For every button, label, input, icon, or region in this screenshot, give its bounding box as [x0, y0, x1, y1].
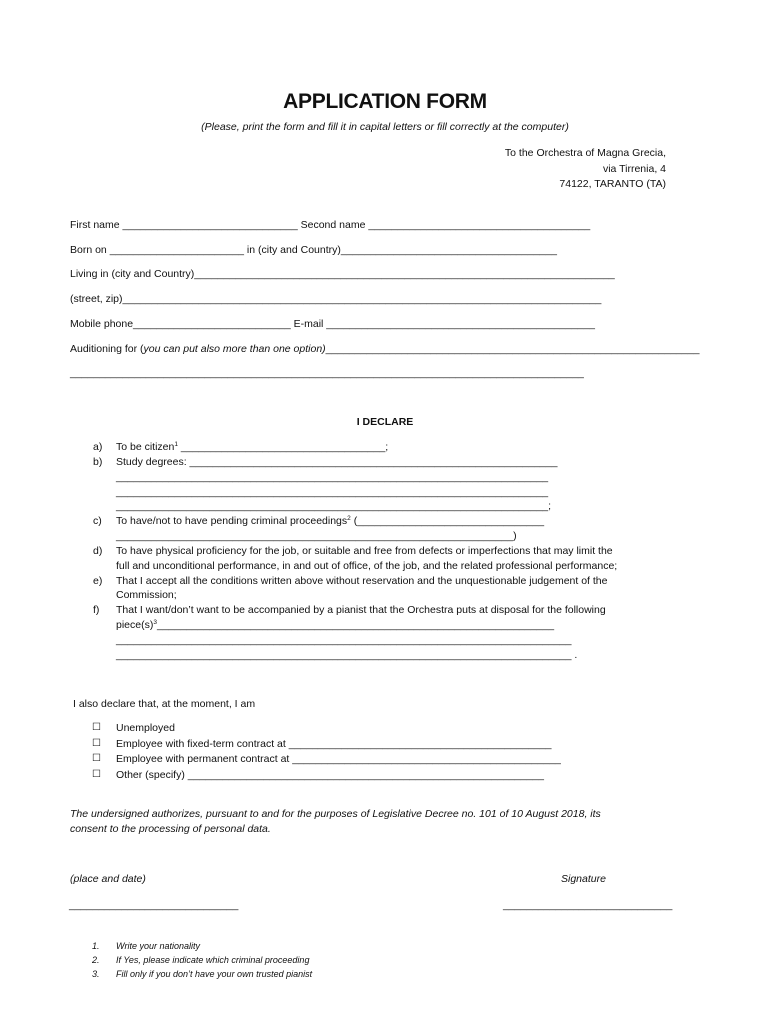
item-f-line-1: That I want/don’t want to be accompanied by a pianist that the Orchestra puts at disposal for the following: [116, 604, 606, 616]
option-other[interactable]: Other (specify) _____________________________________________________________: [116, 769, 544, 781]
declare-heading: I DECLARE: [356, 416, 414, 428]
signature-label: Signature: [561, 873, 606, 885]
auditioning-hint: you can put also more than one option): [143, 343, 326, 355]
first-name-field[interactable]: First name ______________________________ Second name ______________________________________: [70, 219, 591, 231]
item-c-text: To have/not to have pending criminal proceedings: [116, 515, 348, 527]
footnote-ref-3: 3: [153, 619, 157, 626]
status-intro: I also declare that, at the moment, I am: [73, 698, 256, 710]
item-f-pieces-label: piece(s): [116, 619, 154, 631]
footnote-1-number: 1.: [92, 941, 100, 951]
auditioning-label: Auditioning for (: [70, 343, 144, 355]
page-subtitle: (Please, print the form and fill it in capital letters or fill correctly at the computer): [201, 121, 569, 133]
signature-field[interactable]: _____________________________: [503, 899, 673, 911]
item-f-fill: ____________________________________________________________________: [156, 619, 555, 631]
item-a-fill: ___________________________________;: [178, 441, 389, 453]
item-c-fill: (________________________________: [350, 515, 545, 527]
option-permanent[interactable]: Employee with permanent contract at ______________________________________________: [116, 753, 561, 765]
footnote-ref-2: 2: [347, 515, 351, 522]
checkbox-unemployed[interactable]: ☐: [92, 722, 101, 733]
auditioning-blank: ________________________________________________________________: [325, 343, 700, 355]
footnote-ref-1: 1: [174, 441, 178, 448]
place-date-field[interactable]: _____________________________: [69, 899, 239, 911]
item-b-study-field[interactable]: Study degrees: _______________________________________________________________: [116, 456, 558, 468]
item-b-line-3[interactable]: __________________________________________________________________________: [116, 486, 549, 498]
item-d-label: d): [93, 545, 103, 557]
living-in-field[interactable]: Living in (city and Country)________________________________________________________________________: [70, 268, 615, 280]
checkbox-other[interactable]: ☐: [92, 769, 101, 780]
item-f-pieces-field[interactable]: [116, 619, 554, 631]
item-e-label: e): [93, 575, 103, 587]
auditioning-extra-line[interactable]: ________________________________________________________________________________________: [70, 367, 584, 379]
address-line-3: 74122, TARANTO (TA): [559, 178, 666, 190]
item-f-line-3[interactable]: ______________________________________________________________________________: [116, 634, 572, 646]
option-unemployed: Unemployed: [116, 722, 175, 734]
street-zip-field[interactable]: (street, zip)__________________________________________________________________________________: [70, 293, 602, 305]
option-fixed-term[interactable]: Employee with fixed-term contract at _____________________________________________: [116, 738, 552, 750]
footnote-3-text: Fill only if you don’t have your own trusted pianist: [116, 969, 313, 979]
item-d-line-2: full and unconditional performance, in and out of office, of the job, and the related professional performance;: [116, 560, 618, 572]
mobile-email-field[interactable]: Mobile phone___________________________ E-mail ______________________________________________: [70, 318, 595, 330]
checkbox-fixed-term[interactable]: ☐: [92, 738, 101, 749]
footnote-2-text: If Yes, please indicate which criminal proceeding: [116, 955, 310, 965]
footnote-2-number: 2.: [92, 955, 100, 965]
item-a-label: a): [93, 441, 103, 453]
footnote-3-number: 3.: [92, 969, 100, 979]
page-title: APPLICATION FORM: [283, 90, 487, 113]
item-d-line-1: To have physical proficiency for the job, or suitable and free from defects or imperfections that may limit the: [116, 545, 613, 557]
consent-line-1: The undersigned authorizes, pursuant to and for the purposes of Legislative Decree no. 101 of 10 August 2018, its: [70, 808, 601, 820]
consent-line-2: consent to the processing of personal data.: [70, 823, 271, 835]
item-c-label: c): [93, 515, 102, 527]
item-c-line-2[interactable]: ____________________________________________________________________): [116, 530, 517, 542]
footnote-1-text: Write your nationality: [116, 941, 201, 951]
place-date-label: (place and date): [70, 873, 146, 885]
item-f-label: f): [93, 604, 100, 616]
item-b-line-2[interactable]: __________________________________________________________________________: [116, 471, 549, 483]
address-line-1: To the Orchestra of Magna Grecia,: [504, 147, 666, 159]
born-on-field[interactable]: Born on _______________________ in (city and Country)_____________________________________: [70, 244, 557, 256]
item-c-criminal-field[interactable]: [116, 515, 544, 527]
item-e-line-1: That I accept all the conditions written above without reservation and the unquestionable judgement of the: [116, 575, 608, 587]
item-a-text: To be citizen: [116, 441, 175, 453]
item-b-line-4[interactable]: __________________________________________________________________________;: [116, 500, 552, 512]
item-a-citizen-field[interactable]: [116, 441, 388, 453]
item-e-line-2: Commission;: [116, 589, 177, 601]
checkbox-permanent[interactable]: ☐: [92, 753, 101, 764]
item-f-line-4[interactable]: ______________________________________________________________________________ .: [116, 649, 578, 661]
item-b-label: b): [93, 456, 103, 468]
address-line-2: via Tirrenia, 4: [602, 163, 666, 175]
auditioning-field[interactable]: [70, 343, 699, 355]
